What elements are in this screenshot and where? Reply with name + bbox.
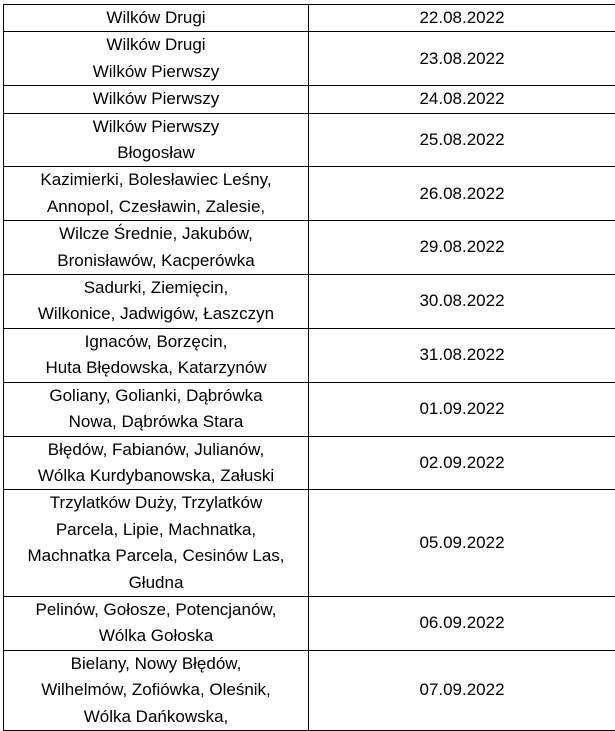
location-line: Machnatka Parcela, Cesinów Las, [4,543,308,569]
date-cell: 26.08.2022 [309,167,615,221]
table-row [4,113,615,167]
location-line: Głudna [4,570,308,596]
locations-cell [4,113,309,167]
location-line: Wólka Kurdybanowska, Załuski [4,463,308,489]
location-line: Wilków Drugi [4,5,308,31]
location-line: Wilków Pierwszy [4,59,308,85]
location-line: Kazimierki, Bolesławiec Leśny, [4,167,308,193]
date-cell: 30.08.2022 [309,275,615,329]
location-line: Ignaców, Borzęcin, [4,329,308,355]
location-line: Błędów, Fabianów, Julianów, [4,437,308,463]
date-cell: 22.08.2022 [309,5,615,32]
location-line: Wilhelmów, Zofiówka, Oleśnik, [4,677,308,703]
table-row [4,221,615,275]
location-line: Wilków Pierwszy [4,114,308,140]
table-row [4,490,615,597]
table-row [4,5,615,32]
location-line: Błogosław [4,140,308,166]
location-line: Wilkonice, Jadwigów, Łaszczyn [4,301,308,327]
location-line: Nowa, Dąbrówka Stara [4,409,308,435]
location-line: Bronisławów, Kacperówka [4,248,308,274]
table-row [4,596,615,650]
location-line: Wólka Dańkowska, [4,704,308,730]
location-line: Goliany, Golianki, Dąbrówka [4,383,308,409]
locations-cell [4,490,309,597]
date-cell: 23.08.2022 [309,32,615,86]
date-cell: 06.09.2022 [309,596,615,650]
date-cell: 02.09.2022 [309,436,615,490]
locations-cell [4,382,309,436]
date-cell: 24.08.2022 [309,86,615,113]
date-cell: 05.09.2022 [309,490,615,597]
location-line: Trzylatków Duży, Trzylatków [4,490,308,516]
locations-cell [4,86,309,113]
locations-cell [4,5,309,32]
date-cell: 25.08.2022 [309,113,615,167]
locations-cell [4,436,309,490]
location-line: Wilków Drugi [4,32,308,58]
location-line: Wilcze Średnie, Jakubów, [4,221,308,247]
locations-cell [4,221,309,275]
location-line: Huta Błędowska, Katarzynów [4,355,308,381]
locations-cell [4,596,309,650]
schedule-table [3,4,615,731]
locations-cell [4,275,309,329]
table-row [4,650,615,730]
table-row [4,32,615,86]
table-row [4,328,615,382]
location-line: Parcela, Lipie, Machnatka, [4,517,308,543]
location-line: Wilków Pierwszy [4,86,308,112]
date-cell: 31.08.2022 [309,328,615,382]
location-line: Pelinów, Gołosze, Potencjanów, [4,597,308,623]
date-cell: 01.09.2022 [309,382,615,436]
locations-cell [4,32,309,86]
locations-cell [4,167,309,221]
location-line: Annopol, Czesławin, Zalesie, [4,194,308,220]
location-line: Sadurki, Ziemięcin, [4,275,308,301]
location-line: Bielany, Nowy Błędów, [4,651,308,677]
table-row [4,436,615,490]
date-cell: 07.09.2022 [309,650,615,730]
location-line: Wólka Gołoska [4,623,308,649]
locations-cell [4,650,309,730]
table-row [4,86,615,113]
table-row [4,167,615,221]
table-row [4,382,615,436]
locations-cell [4,328,309,382]
schedule-table-body [4,5,615,731]
date-cell: 29.08.2022 [309,221,615,275]
table-row [4,275,615,329]
